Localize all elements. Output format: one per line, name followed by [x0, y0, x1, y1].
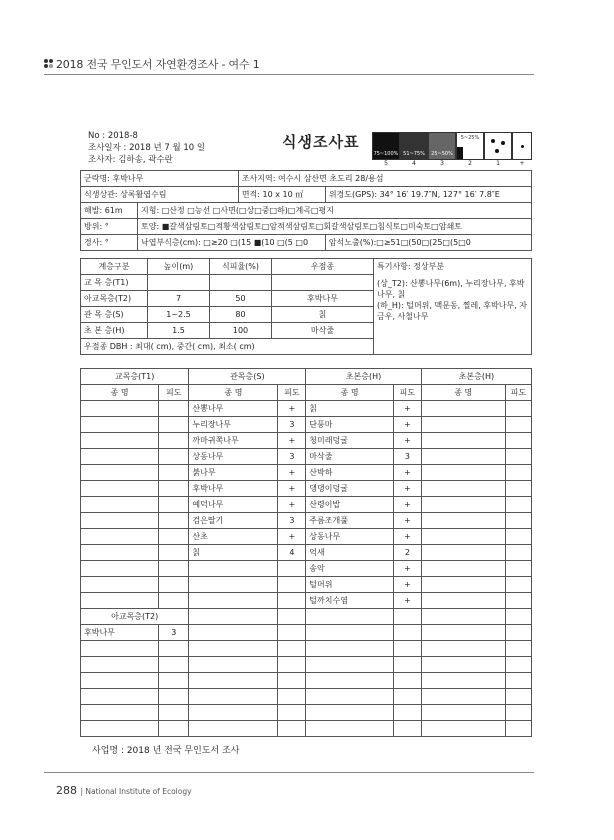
species-name-h2: [421, 465, 505, 481]
empty-cell: [306, 657, 394, 673]
cover-s: +: [278, 433, 306, 449]
species-name-s: [189, 593, 278, 609]
species-name-h: 송악: [306, 561, 394, 577]
surveyors: 조사자: 김하송, 곽수란: [88, 155, 173, 165]
species-name-t2: [81, 705, 159, 721]
empty-cell: [421, 609, 505, 625]
species-name-h2: [421, 433, 505, 449]
cover-h2: [505, 593, 531, 609]
cover-t1: [159, 561, 189, 577]
layer-header: 초본층(H): [421, 369, 531, 385]
cover-legend: [372, 132, 532, 168]
altitude-cell: 해발: 61m: [81, 203, 138, 219]
empty-cell: [306, 705, 394, 721]
species-name-h: 청미래덩굴: [306, 433, 394, 449]
empty-cell: [306, 641, 394, 657]
legend-num: 3: [440, 160, 444, 167]
species-name-s: 예덕나무: [189, 497, 278, 513]
area-cell: 면적: 10 x 10 ㎡: [238, 187, 325, 203]
empty-cell: [306, 609, 394, 625]
species-name-h2: [421, 529, 505, 545]
survey-meta: [88, 130, 205, 166]
empty-cell: [421, 657, 505, 673]
species-name-t1: [81, 513, 159, 529]
species-name-h: 마삭줄: [306, 449, 394, 465]
cover-h: +: [393, 577, 421, 593]
species-name-h2: [421, 417, 505, 433]
species-name-h: 털머위: [306, 577, 394, 593]
cover-h2: [505, 545, 531, 561]
cover-s: +: [278, 497, 306, 513]
species-name-t1: [81, 577, 159, 593]
species-name-h2: [421, 481, 505, 497]
species-name-t1: [81, 497, 159, 513]
gps-cell: 위경도(GPS): 34° 16′ 19.7″N, 127° 16′ 7.8″E: [325, 187, 531, 203]
cover-t1: [159, 449, 189, 465]
cover-t1: [159, 529, 189, 545]
strata-name: 아교목층(T2): [81, 291, 148, 307]
project-name: 사업명 : 2018 년 전국 무인도서 조사: [92, 746, 240, 756]
strata-height: [148, 275, 210, 291]
cover-t2: [159, 721, 189, 737]
species-name-t1: [81, 433, 159, 449]
legend-num: +: [519, 160, 525, 167]
legend-num: 4: [412, 160, 416, 167]
cover-t1: [159, 401, 189, 417]
cover-h2: [505, 401, 531, 417]
empty-cell: [393, 705, 421, 721]
cover-t2: 3: [159, 625, 189, 641]
species-name-h2: [421, 577, 505, 593]
species-name-h: 털까치수염: [306, 593, 394, 609]
strata-cover: 50: [210, 291, 272, 307]
strata-header: 높이(m): [148, 259, 210, 275]
col-species: 종 명: [421, 385, 505, 401]
org-name: National Institute of Ecology: [85, 787, 192, 796]
legend-num: 5: [384, 160, 388, 167]
strata-height: 7: [148, 291, 210, 307]
empty-cell: [306, 721, 394, 737]
empty-cell: [393, 721, 421, 737]
empty-cell: [393, 625, 421, 641]
empty-cell: [306, 625, 394, 641]
empty-cell: [421, 689, 505, 705]
empty-cell: [189, 625, 278, 641]
layer-header: 교목층(T1): [81, 369, 189, 385]
species-name-h: 상동나무: [306, 529, 394, 545]
species-name-t1: [81, 449, 159, 465]
cover-t1: [159, 465, 189, 481]
species-name-h: 단풍마: [306, 417, 394, 433]
cover-h: +: [393, 513, 421, 529]
cover-t2: [159, 673, 189, 689]
species-name-t1: [81, 561, 159, 577]
species-name-h2: [421, 449, 505, 465]
empty-cell: [393, 657, 421, 673]
species-name-s: 까마귀쪽나무: [189, 433, 278, 449]
cover-s: +: [278, 529, 306, 545]
empty-cell: [189, 609, 278, 625]
strata-dominant: 후박나무: [272, 291, 374, 307]
empty-cell: [505, 705, 531, 721]
species-name-h: 억새: [306, 545, 394, 561]
empty-cell: [189, 657, 278, 673]
strata-name: 관 목 층(S): [81, 307, 148, 323]
aspect-cell: 방위: °: [81, 219, 138, 235]
empty-cell: [393, 689, 421, 705]
col-cover: 피도: [278, 385, 306, 401]
cover-t1: [159, 577, 189, 593]
empty-cell: [189, 673, 278, 689]
cover-h: +: [393, 417, 421, 433]
layer-header: 초본층(H): [306, 369, 422, 385]
cover-t1: [159, 497, 189, 513]
col-cover: 피도: [505, 385, 531, 401]
empty-cell: [421, 721, 505, 737]
empty-cell: [393, 641, 421, 657]
empty-cell: [421, 705, 505, 721]
species-name-s: [189, 561, 278, 577]
species-name-t1: [81, 401, 159, 417]
soil-cell: 토양: ■갈색삼림토□적황색삼림토□암적색삼림토□회갈색삼림토□침식토□미숙토□암쇄토: [138, 219, 532, 235]
strata-header: 계층구분: [81, 259, 148, 275]
cover-h2: [505, 449, 531, 465]
cover-h: +: [393, 481, 421, 497]
strata-header: 식피율(%): [210, 259, 272, 275]
species-name-h2: [421, 561, 505, 577]
empty-cell: [189, 689, 278, 705]
cover-t2: [159, 705, 189, 721]
species-name-h2: [421, 513, 505, 529]
empty-cell: [278, 721, 306, 737]
litter-cell: 낙엽부식층(cm): □≥20 □(15 ■(10 □(5 □0: [138, 235, 326, 251]
rock-cell: 암석노출(%):□≥51□(50□(25□(5□0: [325, 235, 531, 251]
empty-cell: [421, 641, 505, 657]
species-name-h2: [421, 401, 505, 417]
strata-cover: [210, 275, 272, 291]
species-table: [80, 368, 532, 737]
species-name-t2: 후박나무: [81, 625, 159, 641]
cover-h: +: [393, 433, 421, 449]
community-cell: 군락명: 후박나무: [81, 171, 239, 187]
col-species: 종 명: [189, 385, 278, 401]
cover-h: +: [393, 401, 421, 417]
strata-cover: 100: [210, 323, 272, 339]
species-name-s: 검은딸기: [189, 513, 278, 529]
form-title: 식생조사표: [282, 133, 360, 151]
species-name-h: 산령이밥: [306, 497, 394, 513]
empty-cell: [189, 721, 278, 737]
cover-s: [278, 561, 306, 577]
cover-h: +: [393, 497, 421, 513]
species-name-t1: [81, 529, 159, 545]
empty-cell: [505, 625, 531, 641]
notes-cell: [374, 259, 532, 355]
cover-t1: [159, 417, 189, 433]
subtree-header: 아교목층(T2): [81, 609, 189, 625]
strata-dominant: 마삭줄: [272, 323, 374, 339]
empty-cell: [505, 657, 531, 673]
empty-cell: [306, 689, 394, 705]
empty-cell: [505, 721, 531, 737]
empty-cell: [278, 705, 306, 721]
cover-h: 3: [393, 449, 421, 465]
legend-box: 25~50%: [428, 132, 456, 160]
strata-height: 1~2.5: [148, 307, 210, 323]
cover-t1: [159, 545, 189, 561]
cover-h2: [505, 561, 531, 577]
cover-t2: [159, 641, 189, 657]
empty-cell: [278, 625, 306, 641]
cover-h: +: [393, 529, 421, 545]
empty-cell: [505, 641, 531, 657]
notes-body: (상_T2): 산뽕나무(6m), 누리장나무, 후박나무, 칡 (하_H): 털머위, 맥문동, 찔레, 후박나무, 자금우, 사철나무: [377, 279, 528, 321]
species-name-h2: [421, 545, 505, 561]
species-name-s: [189, 577, 278, 593]
layer-header: 관목층(S): [189, 369, 306, 385]
cover-s: +: [278, 401, 306, 417]
species-name-h2: [421, 593, 505, 609]
cover-h2: [505, 577, 531, 593]
empty-cell: [393, 609, 421, 625]
species-name-s: 붉나무: [189, 465, 278, 481]
running-header: 2018 전국 무인도서 자연환경조사 - 여수 1: [56, 58, 260, 71]
col-cover: 피도: [159, 385, 189, 401]
cover-h2: [505, 433, 531, 449]
cover-t1: [159, 513, 189, 529]
cover-t2: [159, 689, 189, 705]
species-name-h2: [421, 497, 505, 513]
cover-s: +: [278, 465, 306, 481]
species-name-t1: [81, 481, 159, 497]
empty-cell: [306, 673, 394, 689]
cover-h: 2: [393, 545, 421, 561]
cover-h: +: [393, 593, 421, 609]
header-dots-icon: [44, 59, 54, 69]
empty-cell: [278, 689, 306, 705]
species-name-t2: [81, 673, 159, 689]
strata-header: 우점종: [272, 259, 374, 275]
empty-cell: [421, 625, 505, 641]
cover-h2: [505, 513, 531, 529]
species-name-t1: [81, 545, 159, 561]
survey-date: 조사일자 : 2018 년 7 월 10 일: [88, 143, 206, 153]
species-name-t1: [81, 593, 159, 609]
empty-cell: [393, 673, 421, 689]
notes-title: 특기사항: 정상부분: [377, 262, 445, 271]
species-name-s: 누리장나무: [189, 417, 278, 433]
empty-cell: [189, 705, 278, 721]
species-name-h: 칡: [306, 401, 394, 417]
legend-box: 75~100%: [372, 132, 400, 160]
legend-box: 51~75%: [400, 132, 428, 160]
slope-cell: 경사: °: [81, 235, 138, 251]
legend-box: 5~25%: [456, 132, 484, 160]
cover-h2: [505, 417, 531, 433]
strata-cover: 80: [210, 307, 272, 323]
strata-dominant: 칡: [272, 307, 374, 323]
page-footer: 288 | National Institute of Ecology: [56, 784, 192, 797]
col-species: 종 명: [81, 385, 159, 401]
cover-t1: [159, 481, 189, 497]
legend-num: 2: [468, 160, 472, 167]
cover-s: 3: [278, 417, 306, 433]
species-name-t1: [81, 465, 159, 481]
location-cell: 조사지역: 여수시 삼산면 초도리 28/용섬: [238, 171, 531, 187]
species-name-s: 후박나무: [189, 481, 278, 497]
species-name-s: 칡: [189, 545, 278, 561]
empty-cell: [421, 673, 505, 689]
cover-s: 3: [278, 513, 306, 529]
species-name-t2: [81, 689, 159, 705]
cover-h2: [505, 465, 531, 481]
col-species: 종 명: [306, 385, 394, 401]
strata-dominant: [272, 275, 374, 291]
species-name-s: 산초: [189, 529, 278, 545]
cover-s: 3: [278, 449, 306, 465]
cover-h2: [505, 481, 531, 497]
empty-cell: [278, 609, 306, 625]
cover-s: 4: [278, 545, 306, 561]
empty-cell: [505, 609, 531, 625]
physiognomy-cell: 식생상관: 상록활엽수림: [81, 187, 239, 203]
cover-s: [278, 577, 306, 593]
dbh-cell: 우점종 DBH : 최대( cm), 중간( cm), 최소( cm): [81, 339, 374, 355]
species-name-s: 상동나무: [189, 449, 278, 465]
cover-h2: [505, 529, 531, 545]
empty-cell: [505, 689, 531, 705]
cover-s: [278, 593, 306, 609]
cover-t1: [159, 593, 189, 609]
strata-table: [80, 258, 532, 355]
empty-cell: [505, 673, 531, 689]
footer-rule: [44, 772, 534, 773]
species-name-t2: [81, 721, 159, 737]
header-rule: [44, 74, 534, 75]
legend-box: [512, 132, 532, 160]
species-name-h: 주름조개풀: [306, 513, 394, 529]
empty-cell: [278, 673, 306, 689]
survey-no: No : 2018-8: [88, 131, 138, 141]
species-name-h: 댕댕이덩굴: [306, 481, 394, 497]
empty-cell: [189, 641, 278, 657]
cover-t1: [159, 433, 189, 449]
species-name-s: 산뽕나무: [189, 401, 278, 417]
cover-h: +: [393, 561, 421, 577]
cover-h2: [505, 497, 531, 513]
species-name-t2: [81, 657, 159, 673]
species-name-t2: [81, 641, 159, 657]
species-name-h: 산박하: [306, 465, 394, 481]
strata-name: 초 본 층(H): [81, 323, 148, 339]
cover-s: +: [278, 481, 306, 497]
empty-cell: [278, 641, 306, 657]
site-info-table: [80, 170, 532, 251]
cover-h: +: [393, 465, 421, 481]
col-cover: 피도: [393, 385, 421, 401]
cover-t2: [159, 657, 189, 673]
terrain-cell: 지형: □산정 □능선 □사면(□상□중□하)□계곡□평지: [138, 203, 532, 219]
species-name-t1: [81, 417, 159, 433]
legend-num: 1: [496, 160, 500, 167]
empty-cell: [278, 657, 306, 673]
strata-height: 1.5: [148, 323, 210, 339]
strata-name: 교 목 층(T1): [81, 275, 148, 291]
page-number: 288: [56, 784, 77, 797]
legend-box: [484, 132, 512, 160]
